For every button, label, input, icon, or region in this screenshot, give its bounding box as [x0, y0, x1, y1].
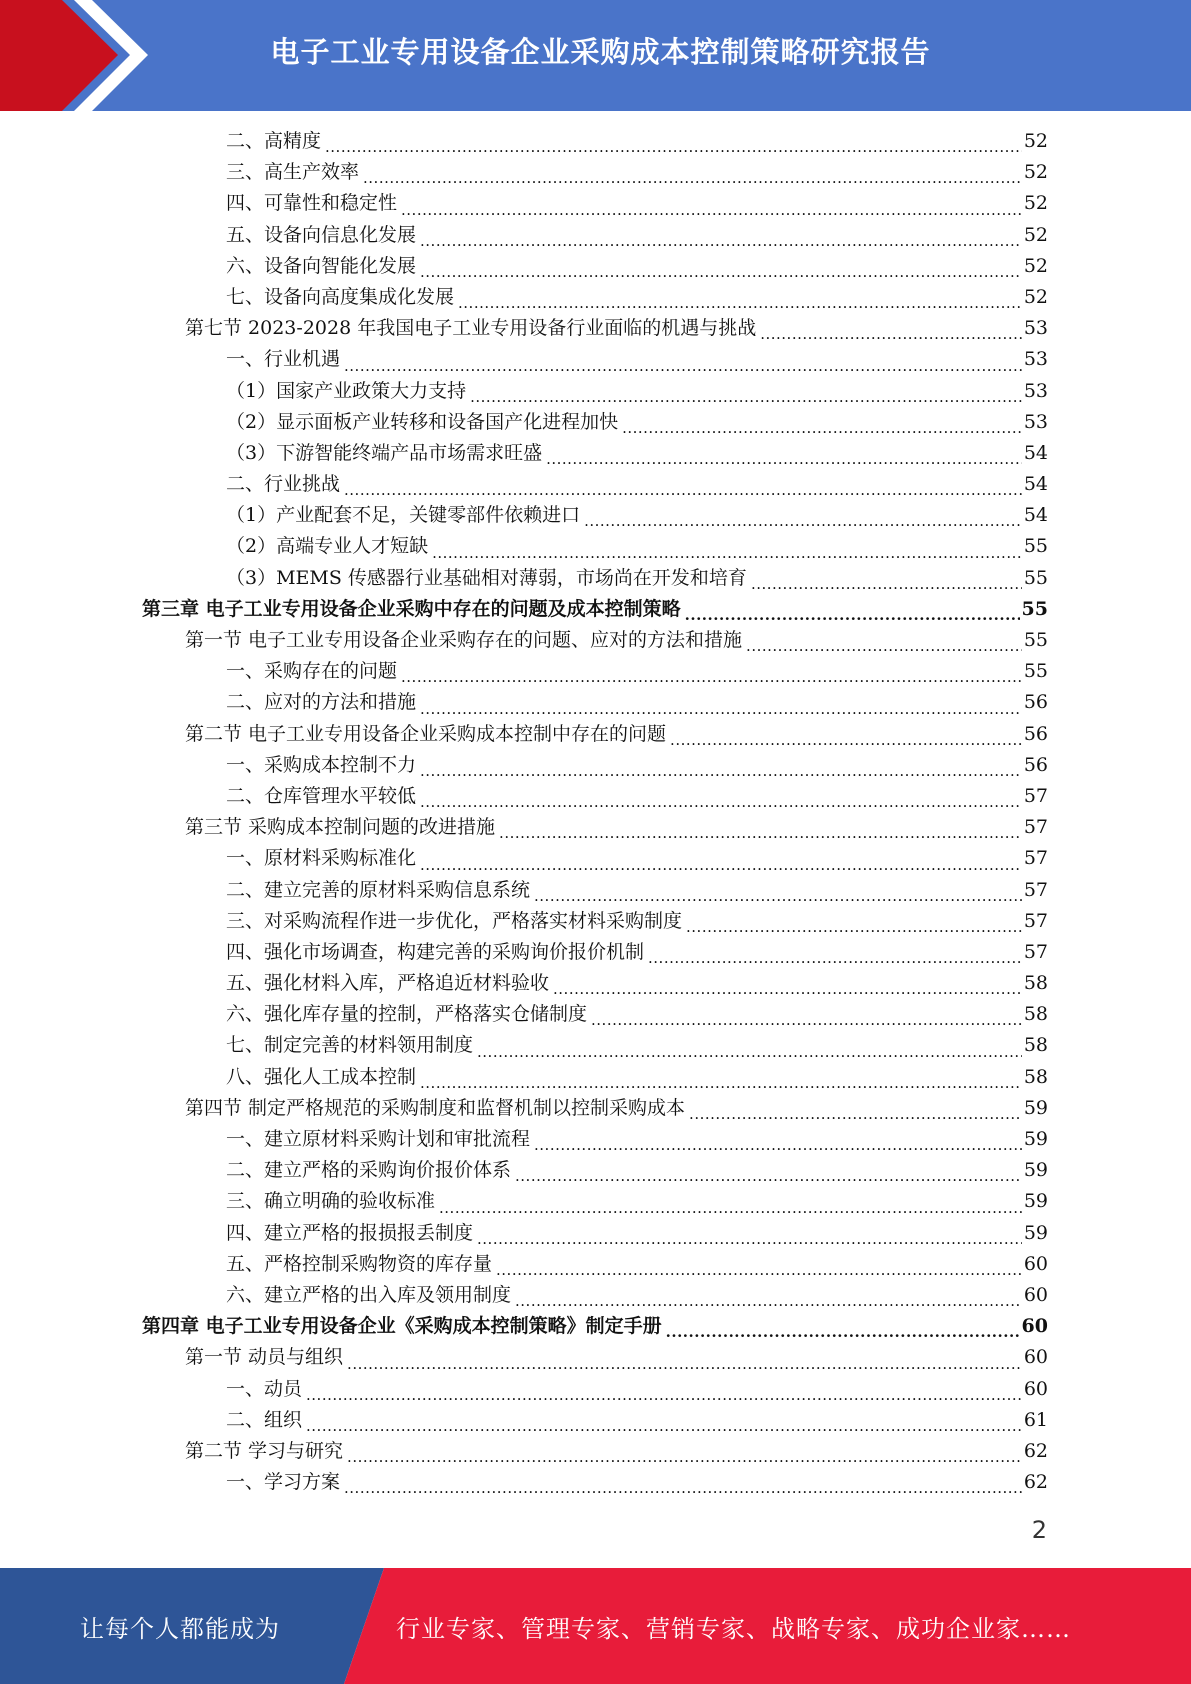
toc-entry[interactable] [140, 781, 1048, 812]
toc-entry-title: 五、设备向信息化发展 [226, 223, 417, 246]
toc-entry-title: 第七节 2023-2028 年我国电子工业专用设备行业面临的机遇与挑战 [185, 317, 757, 340]
toc-entry[interactable] [140, 500, 1048, 531]
toc-entry-title: 七、制定完善的材料领用制度 [226, 1034, 474, 1057]
toc-leader-dots [622, 407, 1022, 438]
toc-entry-page: 58 [1023, 1003, 1048, 1026]
toc-leader-dots [515, 1155, 1022, 1186]
toc-entry-title: 第三节 采购成本控制问题的改进措施 [185, 816, 496, 839]
toc-leader-dots [325, 126, 1022, 157]
toc-entry[interactable] [140, 1311, 1048, 1342]
toc-leader-dots [515, 1280, 1022, 1311]
toc-entry[interactable] [140, 126, 1048, 157]
toc-entry-title: 六、建立严格的出入库及领用制度 [226, 1283, 512, 1306]
toc-entry-title: 四、强化市场调查，构建完善的采购询价报价机制 [226, 940, 645, 963]
toc-entry[interactable] [140, 1249, 1048, 1280]
toc-entry-page: 59 [1023, 1128, 1048, 1150]
toc-entry-title: 二、组织 [226, 1408, 303, 1431]
toc-entry[interactable] [140, 188, 1048, 219]
toc-entry[interactable] [140, 812, 1048, 843]
page-number: 2 [1031, 1516, 1047, 1544]
toc-entry-title: 四、可靠性和稳定性 [226, 192, 398, 215]
toc-leader-dots [401, 656, 1022, 687]
toc-entry-page: 53 [1023, 410, 1048, 433]
toc-entry[interactable] [140, 687, 1048, 718]
toc-entry-page: 60 [1023, 1377, 1048, 1400]
toc-leader-dots [686, 906, 1022, 937]
toc-entry-title: 二、仓库管理水平较低 [226, 784, 417, 807]
toc-entry-page: 61 [1023, 1408, 1048, 1431]
toc-entry-page: 56 [1023, 722, 1048, 745]
toc-entry[interactable] [140, 563, 1048, 594]
toc-entry-page: 59 [1023, 1221, 1048, 1244]
toc-leader-dots [751, 563, 1022, 594]
toc-entry-title: 第四章 电子工业专用设备企业《采购成本控制策略》制定手册 [142, 1315, 662, 1338]
toc-entry-title: 一、行业机遇 [226, 348, 341, 371]
toc-entry[interactable] [140, 1186, 1048, 1217]
toc-leader-dots [689, 1093, 1022, 1124]
toc-entry-page: 52 [1023, 285, 1048, 308]
toc-entry-title: 五、强化材料入库，严格追近材料验收 [226, 972, 550, 995]
toc-leader-dots [760, 313, 1022, 344]
toc-entry-title: 第一节 动员与组织 [185, 1346, 344, 1369]
toc-entry-title: （3）下游智能终端产品市场需求旺盛 [226, 441, 543, 464]
toc-entry-page: 55 [1023, 566, 1048, 589]
toc-entry-page: 60 [1021, 1315, 1048, 1338]
toc-entry-page: 60 [1023, 1283, 1048, 1306]
toc-entry-title: 一、采购成本控制不力 [226, 753, 417, 776]
toc-leader-dots [420, 781, 1022, 812]
toc-entry[interactable] [140, 1062, 1048, 1093]
toc-entry-page: 52 [1023, 223, 1048, 246]
toc-leader-dots [685, 594, 1020, 625]
toc-entry-title: （1）国家产业政策大力支持 [226, 379, 467, 402]
toc-entry-page: 54 [1023, 441, 1048, 464]
toc-entry-title: 八、强化人工成本控制 [226, 1065, 417, 1088]
toc-entry-title: 六、设备向智能化发展 [226, 254, 417, 277]
toc-entry-page: 57 [1023, 847, 1048, 870]
toc-entry[interactable] [140, 469, 1048, 500]
toc-entry[interactable] [140, 313, 1048, 344]
toc-entry-page: 52 [1023, 161, 1048, 184]
report-title: 电子工业专用设备企业采购成本控制策略研究报告 [270, 34, 931, 69]
toc-entry[interactable] [140, 251, 1048, 282]
toc-entry-page: 54 [1023, 504, 1048, 527]
toc-leader-dots [670, 719, 1022, 750]
toc-entry-page: 58 [1023, 1034, 1048, 1057]
toc-entry-page: 55 [1023, 629, 1048, 651]
toc-entry-title: （3）MEMS 传感器行业基础相对薄弱，市场尚在开发和培育 [226, 566, 747, 589]
toc-entry-title: 三、高生产效率 [226, 161, 360, 184]
toc-entry-page: 56 [1023, 753, 1048, 776]
toc-entry[interactable] [140, 1436, 1048, 1467]
page-header [0, 0, 1191, 111]
toc-entry[interactable] [140, 999, 1048, 1030]
toc-leader-dots [534, 875, 1022, 906]
toc-entry-page: 53 [1023, 348, 1048, 371]
toc-leader-dots [420, 687, 1022, 718]
toc-entry-title: 三、确立明确的验收标准 [226, 1190, 436, 1213]
footer-slogan-right: 行业专家、管理专家、营销专家、战略专家、成功企业家…… [396, 1614, 1071, 1643]
toc-leader-dots [432, 531, 1022, 562]
toc-entry-page: 59 [1023, 1096, 1048, 1119]
toc-entry-page: 59 [1023, 1190, 1048, 1213]
toc-leader-dots [420, 1062, 1022, 1093]
toc-entry-page: 57 [1023, 784, 1048, 807]
toc-entry[interactable] [140, 220, 1048, 251]
toc-entry-title: （2）显示面板产业转移和设备国产化进程加快 [226, 410, 619, 433]
toc-entry-page: 56 [1023, 691, 1048, 714]
toc-entry[interactable] [140, 407, 1048, 438]
toc-entry-title: 一、原材料采购标准化 [226, 847, 417, 870]
toc-entry-title: 七、设备向高度集成化发展 [226, 285, 455, 308]
toc-leader-dots [477, 1218, 1022, 1249]
toc-entry-title: 二、建立严格的采购询价报价体系 [226, 1159, 512, 1182]
toc-entry-title: 第三章 电子工业专用设备企业采购中存在的问题及成本控制策略 [142, 597, 681, 620]
toc-entry-title: 五、严格控制采购物资的库存量 [226, 1252, 493, 1275]
toc-entry[interactable] [140, 594, 1048, 625]
toc-entry[interactable] [140, 282, 1048, 313]
toc-entry-page: 55 [1023, 535, 1048, 558]
header-arrow-decoration [0, 0, 160, 111]
toc-entry-page: 62 [1023, 1471, 1048, 1494]
toc-entry[interactable] [140, 1374, 1048, 1405]
toc-entry-title: 一、采购存在的问题 [226, 660, 398, 683]
toc-entry-title: 三、对采购流程作进一步优化，严格落实材料采购制度 [226, 909, 683, 932]
toc-leader-dots [306, 1374, 1022, 1405]
toc-entry-page: 52 [1023, 192, 1048, 215]
toc-entry[interactable] [140, 843, 1048, 874]
toc-entry[interactable] [140, 1280, 1048, 1311]
toc-entry-title: 第一节 电子工业专用设备企业采购存在的问题、应对的方法和措施 [185, 629, 743, 651]
toc-leader-dots [344, 1467, 1022, 1498]
toc-entry-title: 第二节 电子工业专用设备企业采购成本控制中存在的问题 [185, 722, 667, 745]
toc-leader-dots [344, 344, 1022, 375]
toc-leader-dots [420, 843, 1022, 874]
toc-leader-dots [347, 1342, 1022, 1373]
toc-entry[interactable] [140, 1093, 1048, 1124]
toc-leader-dots [666, 1311, 1020, 1342]
toc-entry-page: 55 [1021, 597, 1048, 620]
footer-slogan-left: 让每个人都能成为 [80, 1614, 280, 1643]
toc-leader-dots [344, 469, 1022, 500]
toc-leader-dots [420, 220, 1022, 251]
page-footer [0, 1568, 1191, 1684]
toc-entry[interactable] [140, 1405, 1048, 1436]
toc-entry-page: 57 [1023, 940, 1048, 963]
toc-entry-title: 一、建立原材料采购计划和审批流程 [226, 1128, 531, 1150]
toc-entry-title: 四、建立严格的报损报丢制度 [226, 1221, 474, 1244]
toc-entry-page: 52 [1023, 130, 1048, 152]
toc-leader-dots [306, 1405, 1022, 1436]
toc-leader-dots [470, 376, 1022, 407]
toc-leader-dots [746, 625, 1022, 656]
toc-entry-page: 57 [1023, 909, 1048, 932]
toc-leader-dots [546, 438, 1022, 469]
toc-entry[interactable] [140, 157, 1048, 188]
toc-entry[interactable] [140, 719, 1048, 750]
toc-leader-dots [584, 500, 1022, 531]
toc-entry-page: 52 [1023, 254, 1048, 277]
toc-entry[interactable] [140, 1124, 1048, 1155]
toc-entry-title: 一、动员 [226, 1377, 303, 1400]
toc-entry-title: 一、学习方案 [226, 1471, 341, 1494]
toc-leader-dots [648, 937, 1022, 968]
toc-leader-dots [420, 251, 1022, 282]
toc-leader-dots [496, 1249, 1022, 1280]
toc-entry[interactable] [140, 656, 1048, 687]
toc-entry-title: 第四节 制定严格规范的采购制度和监督机制以控制采购成本 [185, 1096, 686, 1119]
toc-entry[interactable] [140, 968, 1048, 999]
toc-entry-title: 第二节 学习与研究 [185, 1439, 344, 1462]
toc-leader-dots [553, 968, 1022, 999]
toc-entry-page: 57 [1023, 816, 1048, 839]
toc-entry-title: 二、应对的方法和措施 [226, 691, 417, 714]
toc-leader-dots [347, 1436, 1022, 1467]
toc-leader-dots [534, 1124, 1022, 1155]
toc-entry-title: 二、建立完善的原材料采购信息系统 [226, 878, 531, 901]
toc-entry[interactable] [140, 1030, 1048, 1061]
toc-leader-dots [401, 188, 1022, 219]
toc-entry[interactable] [140, 376, 1048, 407]
toc-entry-page: 53 [1023, 317, 1048, 340]
toc-entry-title: （1）产业配套不足，关键零部件依赖进口 [226, 504, 581, 527]
toc-entry-page: 58 [1023, 972, 1048, 995]
toc-leader-dots [363, 157, 1022, 188]
toc-entry-page: 54 [1023, 473, 1048, 496]
toc-entry[interactable] [140, 1218, 1048, 1249]
toc-entry[interactable] [140, 1155, 1048, 1186]
toc-entry-title: 六、强化库存量的控制，严格落实仓储制度 [226, 1003, 588, 1026]
toc-entry[interactable] [140, 531, 1048, 562]
toc-entry-page: 60 [1023, 1252, 1048, 1275]
table-of-contents [140, 126, 1048, 1498]
toc-entry[interactable] [140, 344, 1048, 375]
toc-entry[interactable] [140, 625, 1048, 656]
toc-leader-dots [458, 282, 1022, 313]
toc-entry[interactable] [140, 906, 1048, 937]
toc-leader-dots [499, 812, 1022, 843]
toc-entry[interactable] [140, 875, 1048, 906]
toc-entry-page: 57 [1023, 878, 1048, 901]
toc-leader-dots [420, 750, 1022, 781]
toc-entry-page: 53 [1023, 379, 1048, 402]
toc-leader-dots [591, 999, 1022, 1030]
toc-entry-title: 二、行业挑战 [226, 473, 341, 496]
toc-entry-title: （2）高端专业人才短缺 [226, 535, 429, 558]
toc-leader-dots [477, 1030, 1022, 1061]
toc-entry[interactable] [140, 750, 1048, 781]
toc-entry[interactable] [140, 1467, 1048, 1498]
toc-entry-page: 62 [1023, 1439, 1048, 1462]
toc-entry-page: 58 [1023, 1065, 1048, 1088]
toc-entry[interactable] [140, 438, 1048, 469]
toc-entry[interactable] [140, 1342, 1048, 1373]
toc-entry[interactable] [140, 937, 1048, 968]
toc-entry-title: 二、高精度 [226, 130, 322, 152]
toc-entry-page: 60 [1023, 1346, 1048, 1369]
toc-entry-page: 55 [1023, 660, 1048, 683]
toc-leader-dots [439, 1186, 1022, 1217]
toc-entry-page: 59 [1023, 1159, 1048, 1182]
